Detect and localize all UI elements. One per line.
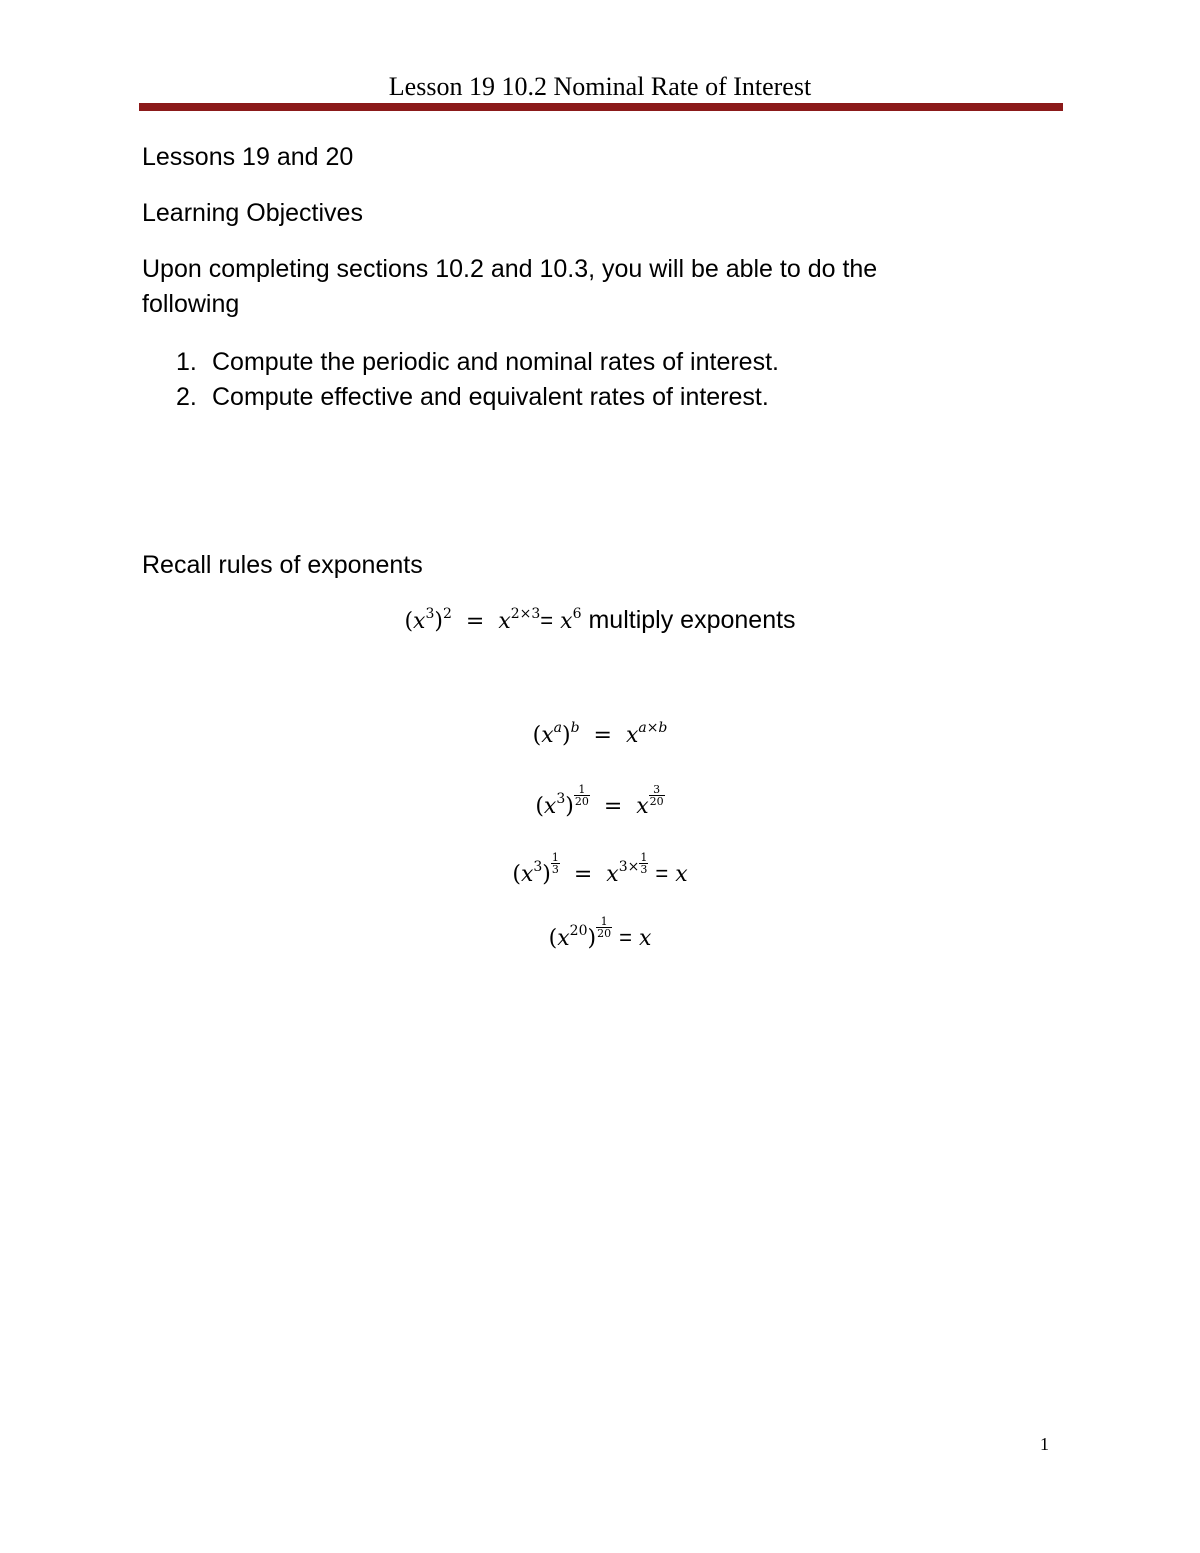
equation-cube-root: $(x^3)$ $\frac{1}{3}$ = $x^{3\times}$ $\frac{1}{3}$ = x [512,851,688,887]
math-var: x [675,862,688,887]
math-var: x [625,723,639,748]
objectives-list [176,345,779,415]
math-exp: b [570,720,580,736]
math-exp: 3 [556,791,566,807]
intro-paragraph: Upon completing sections 10.2 and 10.3, you will be able to do the following [142,255,878,318]
math-fraction: $\frac{1}{3}$ [640,851,648,876]
math-exp: a [553,720,562,736]
math-fraction: $\frac{1}{20}$ [597,915,612,940]
list-number: 2. [176,383,197,411]
math-var: x [543,794,557,819]
math-var: x [636,794,649,819]
math-fraction: $\frac{1}{20}$ [574,783,589,808]
math-exp: 3 [425,606,435,622]
math-fraction: $\frac{3}{20}$ [649,783,664,808]
equation-twentieth-root: $(x^{20})$ $\frac{1}{20}$ = x [548,915,652,951]
list-number: 1. [176,348,197,376]
math-fraction: $\frac{1}{3}$ [551,851,559,876]
math-exp: 2×3 [510,606,541,622]
equation-power-of-power: $(x^3)^2 = x^{2\times 3}= x^6$ multiply exponents [404,606,796,634]
rule-note: multiply exponents [588,606,796,634]
math-exp: a×b [638,720,668,736]
math-var: x [560,609,573,634]
header-title: Lesson 19 10.2 Nominal Rate of Interest [388,72,812,101]
math-var: x [520,862,534,887]
list-text: Compute effective and equivalent rates of interest. [212,383,769,411]
recall-heading: Recall rules of exponents [142,551,423,579]
page-number: 1 [1040,1434,1049,1454]
list-text: Compute the periodic and nominal rates of interest. [212,348,779,376]
math-exp: 3× [618,859,640,875]
list-item [176,345,779,380]
math-exp: 2 [442,606,452,622]
objectives-heading: Learning Objectives [142,199,363,227]
math-var: x [498,609,511,634]
math-var: x [413,609,426,634]
header-rule [139,103,1063,111]
math-exp: 6 [572,606,582,622]
list-item [176,380,779,415]
math-var: x [606,862,619,887]
equation-general-rule: $(x^a)^b = x^{a\times b}$ [532,720,668,748]
math-var: x [638,926,652,951]
math-var: x [541,723,554,748]
lessons-line: Lessons 19 and 20 [142,143,354,171]
math-var: x [557,926,570,951]
math-exp: 3 [533,859,543,875]
equation-fraction-exponent: $(x^3)$ $\frac{1}{20}$ = x $\frac{3}{20}$ [535,783,664,819]
math-exp: 20 [569,923,588,939]
